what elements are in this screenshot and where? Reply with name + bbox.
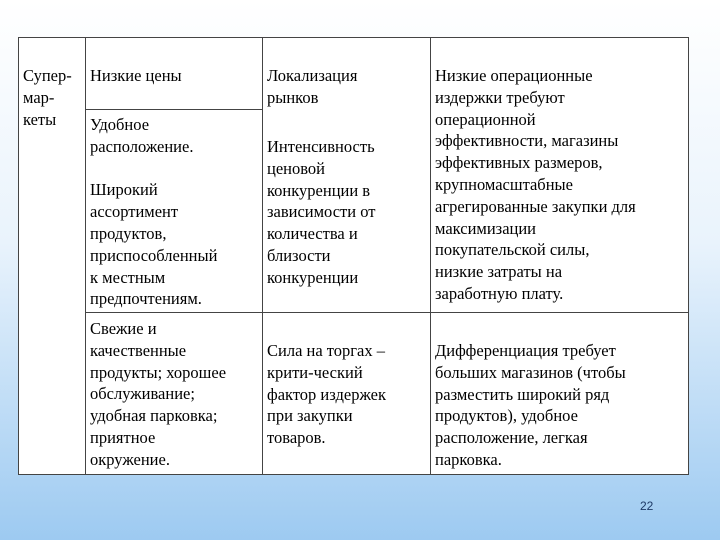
table-divider-horizontal — [85, 312, 688, 313]
table-divider-horizontal — [85, 109, 262, 110]
cell-low-prices: Низкие цены — [90, 66, 182, 85]
cell-convenient-location: Удобное расположение. Широкий ассортимент продуктов, приспособленный к местным предпочтениям. — [90, 115, 218, 309]
cell-price-competition: Интенсивность ценовой конкуренции в зависимости от количества и близости конкуренции — [267, 137, 376, 287]
cell-market-localization: Локализация рынков — [267, 66, 358, 107]
page-number: 22 — [640, 499, 654, 513]
cell-low-operating-costs: Низкие операционные издержки требуют операционной эффективности, магазины эффективных размеров, крупномасштабные агрегированные закупки для максимизации покупательской силы, низкие затраты на заработную плату. — [435, 66, 636, 303]
row-header-supermarkets: Супер- мар- кеты — [23, 66, 72, 129]
cell-differentiation: Дифференциация требует больших магазинов (чтобы разместить широкий ряд продуктов), удобное расположение, легкая парковка. — [435, 341, 626, 469]
table-divider-vertical — [85, 38, 86, 474]
table-divider-vertical — [430, 38, 431, 474]
cell-bargaining-power: Сила на торгах – крити-ческий фактор издержек при закупки товаров. — [267, 341, 386, 448]
table-divider-vertical — [262, 38, 263, 474]
strategy-table — [18, 37, 689, 475]
cell-fresh-quality: Свежие и качественные продукты; хорошее обслуживание; удобная парковка; приятное окружение. — [90, 319, 227, 469]
